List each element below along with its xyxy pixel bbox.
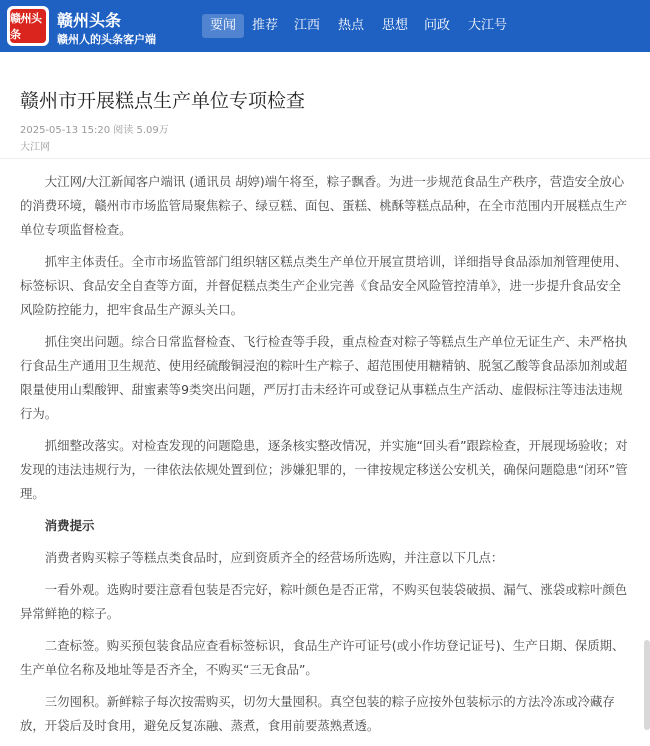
brand-slogan: 赣州人的头条客户端 xyxy=(57,33,156,46)
article-subheading: 消费提示 xyxy=(44,518,95,533)
article-paragraph: 消费者购买粽子等糕点类食品时，应到资质齐全的经营场所选购，并注意以下几点： xyxy=(44,550,504,565)
article-paragraph: 大江网/大江新闻客户端讯 (通讯员 胡婷)端午将至，粽子飘香。为进一步规范食品生产秩序，营造安全放心的消费环境，赣州市市场监管局聚焦粽子、绿豆糕、面包、蛋糕、桃酥等糕点品种，在全市范围内开展糕点生产单位专项监督检查。 xyxy=(20,174,628,237)
top-bar xyxy=(0,0,650,52)
article-paragraph: 抓住突出问题。综合日常监督检查、飞行检查等手段，重点检查对粽子等糕点生产单位无证生产、未严格执行食品生产通用卫生规范、使用经硫酸铜浸泡的粽叶生产粽子、超范围使用糖精钠、脱氢乙酸等食品添加剂或超限量使用山梨酸钾、甜蜜素等9类突出问题，严厉打击未经许可或登记从事糕点生产活动、虚假标注等违法违规行为。 xyxy=(20,334,628,421)
article-source: 大江网 xyxy=(20,142,50,153)
article-paragraph: 三勿囤积。新鲜粽子每次按需购买，切勿大量囤积。真空包装的粽子应按外包装标示的方法冷冻或冷藏存放，开袋后及时食用，避免反复冻融、蒸煮，食用前要蒸熟煮透。 xyxy=(20,694,615,733)
logo-text: 赣州头条 xyxy=(10,9,46,43)
article-title: 赣州市开展糕点生产单位专项检查 xyxy=(20,90,306,112)
nav-tab-dajianghao[interactable]: 大江号 xyxy=(468,18,508,33)
app-logo[interactable] xyxy=(7,6,49,46)
article-meta: 2025-05-13 15:20 阅读 5.09万 xyxy=(20,125,169,136)
article-paragraph: 一看外观。选购时要注意看包装是否完好，粽叶颜色是否正常，不购买包装袋破损、漏气、涨袋或粽叶颜色异常鲜艳的粽子。 xyxy=(20,582,628,621)
brand-name: 赣州头条 xyxy=(57,11,122,30)
article-paragraph: 二查标签。购买预包装食品应查看标签标识，食品生产许可证号(或小作坊登记证号)、生产日期、保质期、生产单位名称及地址等是否齐全，不购买“三无食品”。 xyxy=(20,638,625,677)
article-paragraph: 抓牢主体责任。全市市场监管部门组织辖区糕点类生产单位开展宣贯培训，详细指导食品添加剂管理使用、标签标识、食品安全自查等方面，并督促糕点类生产企业完善《食品安全风险管控清单》，进一步提升食品安全风险防控能力，把牢食品生产源头关口。 xyxy=(20,254,628,317)
article-paragraph: 抓细整改落实。对检查发现的问题隐患，逐条核实整改情况，并实施“回头看”跟踪检查，开展现场验收；对发现的违法违规行为，一律依法依规处置到位；涉嫌犯罪的，一律按规定移送公安机关，确保问题隐患“闭环”管理。 xyxy=(20,438,628,501)
nav-tab-thought[interactable]: 思想 xyxy=(382,18,409,33)
nav-tab-politics[interactable]: 问政 xyxy=(424,18,451,33)
nav-tab-recommend[interactable]: 推荐 xyxy=(252,18,279,33)
article-body xyxy=(20,170,630,746)
nav-tab-jiangxi[interactable]: 江西 xyxy=(294,18,321,33)
scrollbar[interactable] xyxy=(644,640,650,730)
nav-tab-news[interactable]: 要闻 xyxy=(202,14,244,38)
divider xyxy=(0,158,650,159)
nav-tab-hot[interactable]: 热点 xyxy=(338,18,365,33)
